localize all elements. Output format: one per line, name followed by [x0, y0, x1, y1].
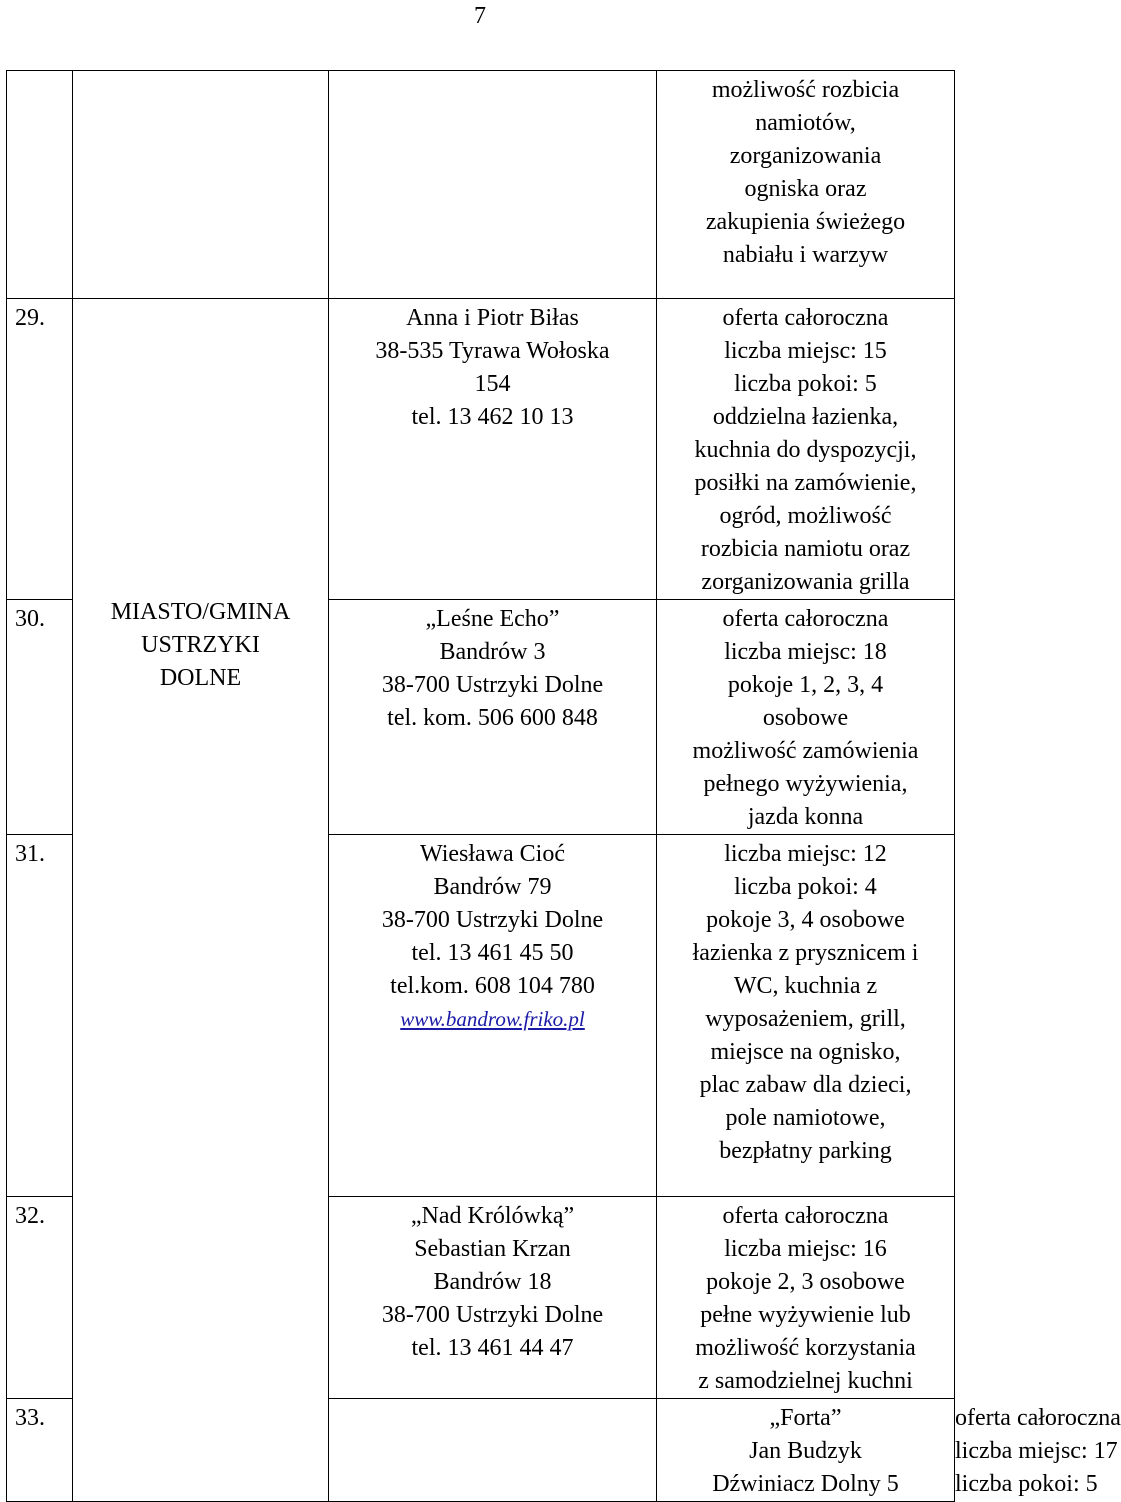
address-line: tel.kom. 608 104 780 — [390, 973, 595, 999]
desc-line: liczba pokoi: 5 — [734, 371, 877, 397]
desc-line: pokoje 3, 4 osobowe — [706, 907, 905, 933]
address-line: 38-535 Tyrawa Wołoska — [375, 338, 610, 364]
desc-line: łazienka z prysznicem i — [692, 940, 919, 966]
cell-address — [329, 299, 657, 600]
address-line: 38-700 Ustrzyki Dolne — [381, 672, 604, 698]
cell-num — [7, 600, 73, 835]
desc-line: ogród, możliwość — [719, 503, 892, 529]
address-line: Bandrów 3 — [439, 639, 546, 665]
desc-line: pełne wyżywienie lub — [700, 1302, 911, 1328]
desc-line: liczba pokoi: 4 — [734, 874, 877, 900]
area-line: MIASTO/GMINA — [110, 599, 291, 625]
cell-description — [657, 600, 955, 835]
desc-line: ogniska oraz — [744, 176, 867, 202]
address-line: Wiesława Cioć — [420, 841, 565, 867]
address-line: 38-700 Ustrzyki Dolne — [381, 907, 604, 933]
cell-description — [657, 299, 955, 600]
desc-line: plac zabaw dla dzieci, — [699, 1072, 912, 1098]
desc-line: oferta całoroczna — [722, 606, 889, 632]
desc-line: pokoje 1, 2, 3, 4 — [727, 672, 884, 698]
table-row-29 — [7, 299, 955, 600]
cell-description — [657, 1197, 955, 1399]
area-line: USTRZYKI — [141, 632, 260, 658]
cell-description — [657, 835, 955, 1197]
address-line: „Nad Królówką” — [410, 1203, 575, 1229]
cell-num — [7, 1197, 73, 1399]
desc-line: miejsce na ognisko, — [710, 1039, 901, 1065]
desc-line: pełnego wyżywienia, — [703, 771, 908, 797]
cell-area — [329, 1399, 657, 1502]
address-line: Bandrów 79 — [433, 874, 552, 900]
desc-line: pokoje 2, 3 osobowe — [706, 1269, 905, 1295]
table-row-33: 33. „Forta” Jan Budzyk Dźwiniacz Dolny 5 oferta całoroczna liczba miejsc: 17 liczba pokoi: 5 — [7, 1399, 955, 1502]
desc-line: oddzielna łazienka, — [712, 404, 899, 430]
address-line: tel. kom. 506 600 848 — [387, 705, 598, 731]
address-line: Sebastian Krzan — [414, 1236, 571, 1262]
desc-line: bezpłatny parking — [719, 1138, 892, 1164]
page-number: 7 — [474, 3, 486, 29]
address-line: Anna i Piotr Biłas — [406, 305, 579, 331]
cell-num — [7, 71, 73, 299]
desc-line: rozbicia namiotu oraz — [700, 536, 911, 562]
cell-area — [73, 71, 329, 299]
address-line: tel. 13 462 10 13 — [411, 404, 574, 430]
desc-line: posiłki na zamówienie, — [694, 470, 917, 496]
address-line: „Leśne Echo” — [425, 606, 560, 632]
desc-line: WC, kuchnia z — [733, 973, 878, 999]
website-link[interactable]: www.bandrow.friko.pl — [400, 1007, 585, 1031]
row-number: 33. — [15, 1405, 45, 1431]
row-number: 32. — [15, 1203, 45, 1229]
desc-line: kuchnia do dyspozycji, — [694, 437, 917, 463]
description-lines — [657, 71, 954, 272]
cell-address — [329, 835, 657, 1197]
cell-area — [73, 299, 329, 1502]
desc-line: wyposażeniem, grill, — [705, 1006, 906, 1032]
desc-line: nabiału i warzyw — [722, 242, 889, 268]
cell-description — [657, 71, 955, 299]
desc-line: oferta całoroczna — [722, 1203, 889, 1229]
address-line: tel. 13 461 44 47 — [411, 1335, 574, 1361]
desc-line: zorganizowania — [729, 143, 882, 169]
desc-line: liczba miejsc: 12 — [724, 841, 887, 867]
desc-line: osobowe — [762, 705, 849, 731]
area-line: DOLNE — [159, 665, 242, 691]
address-line: Bandrów 18 — [433, 1269, 552, 1295]
cell-num — [7, 299, 73, 600]
address-line: „Forta” — [769, 1405, 842, 1431]
desc-line: możliwość zamówienia — [692, 738, 919, 764]
desc-line: oferta całoroczna — [722, 305, 889, 331]
desc-line: możliwość rozbicia — [711, 77, 900, 103]
row-number: 30. — [15, 606, 45, 632]
desc-line: pole namiotowe, — [725, 1105, 886, 1131]
address-line: Jan Budzyk — [749, 1438, 862, 1464]
desc-line: zakupienia świeżego — [705, 209, 906, 235]
cell-address — [657, 1399, 955, 1502]
cell-address — [329, 600, 657, 835]
cell-num — [7, 835, 73, 1197]
desc-line: liczba miejsc: 18 — [724, 639, 887, 665]
row-number: 29. — [15, 305, 45, 331]
desc-line: liczba miejsc: 16 — [724, 1236, 887, 1262]
website-line — [329, 1003, 656, 1036]
address-line: Dźwiniacz Dolny 5 — [712, 1471, 899, 1497]
accommodation-table — [6, 70, 1121, 1502]
cell-address — [329, 1197, 657, 1399]
desc-line: zorganizowania grilla — [701, 569, 910, 595]
desc-line: z samodzielnej kuchni — [698, 1368, 913, 1394]
cell-address — [329, 71, 657, 299]
address-line: 38-700 Ustrzyki Dolne — [381, 1302, 604, 1328]
desc-line: jazda konna — [747, 804, 864, 830]
table-row-continuation — [7, 71, 955, 299]
address-line: 154 — [474, 371, 511, 397]
cell-num — [7, 1399, 73, 1502]
row-number: 31. — [15, 841, 45, 867]
address-line: tel. 13 461 45 50 — [411, 940, 574, 966]
desc-line: liczba miejsc: 15 — [724, 338, 887, 364]
desc-line: możliwość korzystania — [695, 1335, 916, 1361]
desc-line: namiotów, — [755, 110, 856, 136]
